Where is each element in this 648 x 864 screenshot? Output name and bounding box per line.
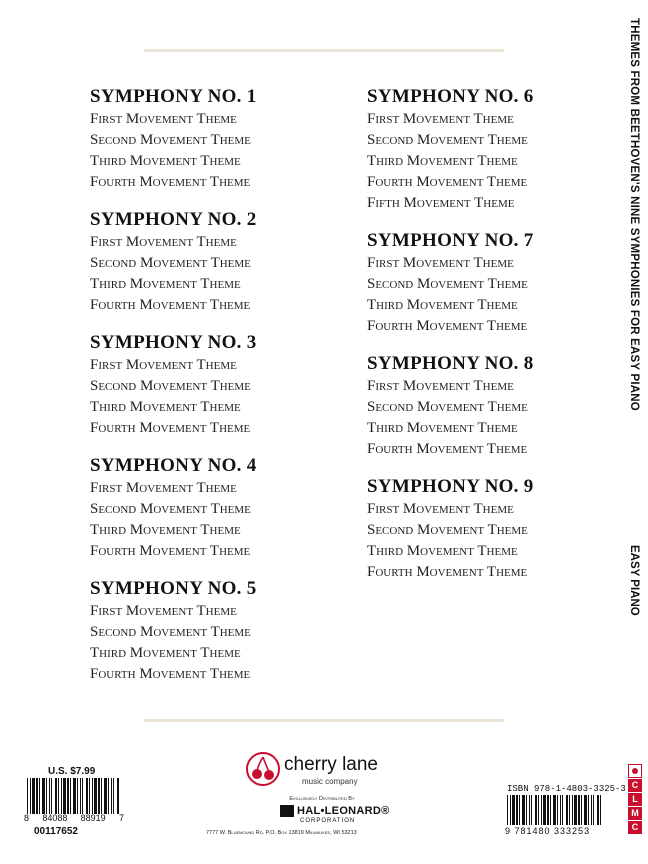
isbn-digits: 9 781480 333253 (505, 826, 591, 836)
movement-theme: Second Movement Theme (90, 378, 251, 394)
address: 7777 W. Bluemound Rd. P.O. Box 13819 Milwaukee, WI 53213 (206, 830, 357, 836)
symphony-title: SYMPHONY NO. 9 (367, 476, 534, 497)
symphony-list-right (367, 86, 627, 599)
movement-theme: Third Movement Theme (367, 153, 518, 169)
movement-theme: Third Movement Theme (90, 399, 241, 415)
movement-theme: Second Movement Theme (90, 132, 251, 148)
movement-theme: First Movement Theme (90, 234, 237, 250)
movement-theme: First Movement Theme (367, 501, 514, 517)
symphony-block (367, 86, 627, 214)
publisher-sub: music company (302, 777, 358, 786)
symphony-block (367, 230, 627, 337)
clmc-letter: C (628, 821, 642, 834)
movement-theme: Second Movement Theme (367, 399, 528, 415)
movement-theme: Third Movement Theme (90, 522, 241, 538)
clmc-letter: L (628, 793, 642, 806)
bottom-divider (144, 719, 504, 722)
movement-theme: Third Movement Theme (367, 543, 518, 559)
movement-theme: Third Movement Theme (90, 153, 241, 169)
movement-theme: Second Movement Theme (90, 501, 251, 517)
movement-theme: Fourth Movement Theme (367, 564, 528, 580)
movement-theme: Fourth Movement Theme (90, 297, 251, 313)
movement-theme: First Movement Theme (90, 480, 237, 496)
hal-leonard-logo (280, 805, 390, 817)
spine-title: THEMES FROM BEETHOVEN'S NINE SYMPHONIES FOR EASY PIANO (628, 18, 640, 411)
distribution-note: Exclusively Distributed By (289, 796, 355, 802)
distributor-sub: CORPORATION (300, 818, 356, 824)
movement-theme: Fourth Movement Theme (90, 543, 251, 559)
movement-theme: Fourth Movement Theme (367, 174, 528, 190)
movement-theme: Third Movement Theme (90, 645, 241, 661)
movement-theme: Fifth Movement Theme (367, 195, 515, 211)
upc-digit-group: 8 (24, 813, 30, 823)
publisher-name: cherry lane (284, 754, 378, 775)
symphony-block (90, 578, 350, 685)
symphony-title: SYMPHONY NO. 3 (90, 332, 257, 353)
movement-theme: First Movement Theme (367, 378, 514, 394)
upc-barcode (27, 778, 123, 814)
isbn: ISBN 978-1-4803-3325-3 (507, 784, 626, 794)
price: U.S. $7.99 (48, 766, 96, 777)
symphony-title: SYMPHONY NO. 4 (90, 455, 257, 476)
movement-theme: First Movement Theme (90, 111, 237, 127)
symphony-title: SYMPHONY NO. 8 (367, 353, 534, 374)
clmc-letter: M (628, 807, 642, 820)
movement-theme: Fourth Movement Theme (367, 318, 528, 334)
clmc-badge (628, 764, 642, 834)
cherry-icon (246, 752, 280, 786)
symphony-block (90, 209, 350, 316)
movement-theme: Second Movement Theme (367, 522, 528, 538)
symphony-title: SYMPHONY NO. 6 (367, 86, 534, 107)
movement-theme: Fourth Movement Theme (90, 174, 251, 190)
movement-theme: Second Movement Theme (367, 276, 528, 292)
symphony-title: SYMPHONY NO. 7 (367, 230, 534, 251)
symphony-title: SYMPHONY NO. 2 (90, 209, 257, 230)
hal-leonard-mark-icon (280, 805, 294, 817)
movement-theme: Fourth Movement Theme (90, 666, 251, 682)
top-divider (144, 49, 504, 52)
upc-digit-group: 7 (118, 813, 124, 823)
movement-theme: Third Movement Theme (90, 276, 241, 292)
spine-series: EASY PIANO (628, 545, 640, 616)
clmc-letter: C (628, 779, 642, 792)
symphony-block (90, 86, 350, 193)
movement-theme: First Movement Theme (90, 357, 237, 373)
isbn-barcode (507, 795, 607, 825)
upc-digit-group: 84088 (42, 813, 68, 823)
movement-theme: First Movement Theme (90, 603, 237, 619)
item-number: 00117652 (34, 826, 78, 837)
upc-digit-group: 88919 (80, 813, 106, 823)
symphony-block (90, 455, 350, 562)
movement-theme: Second Movement Theme (90, 255, 251, 271)
symphony-block (90, 332, 350, 439)
symphony-title: SYMPHONY NO. 5 (90, 578, 257, 599)
symphony-block (367, 476, 627, 583)
movement-theme: Fourth Movement Theme (367, 441, 528, 457)
symphony-list-left (90, 86, 350, 701)
distributor-name: HAL•LEONARD® (297, 805, 390, 817)
upc-digits (24, 813, 124, 823)
movement-theme: Second Movement Theme (367, 132, 528, 148)
movement-theme: Third Movement Theme (367, 420, 518, 436)
movement-theme: Fourth Movement Theme (90, 420, 251, 436)
movement-theme: First Movement Theme (367, 111, 514, 127)
movement-theme: Third Movement Theme (367, 297, 518, 313)
symphony-block (367, 353, 627, 460)
movement-theme: First Movement Theme (367, 255, 514, 271)
clmc-logo-icon (628, 764, 642, 778)
symphony-title: SYMPHONY NO. 1 (90, 86, 257, 107)
movement-theme: Second Movement Theme (90, 624, 251, 640)
